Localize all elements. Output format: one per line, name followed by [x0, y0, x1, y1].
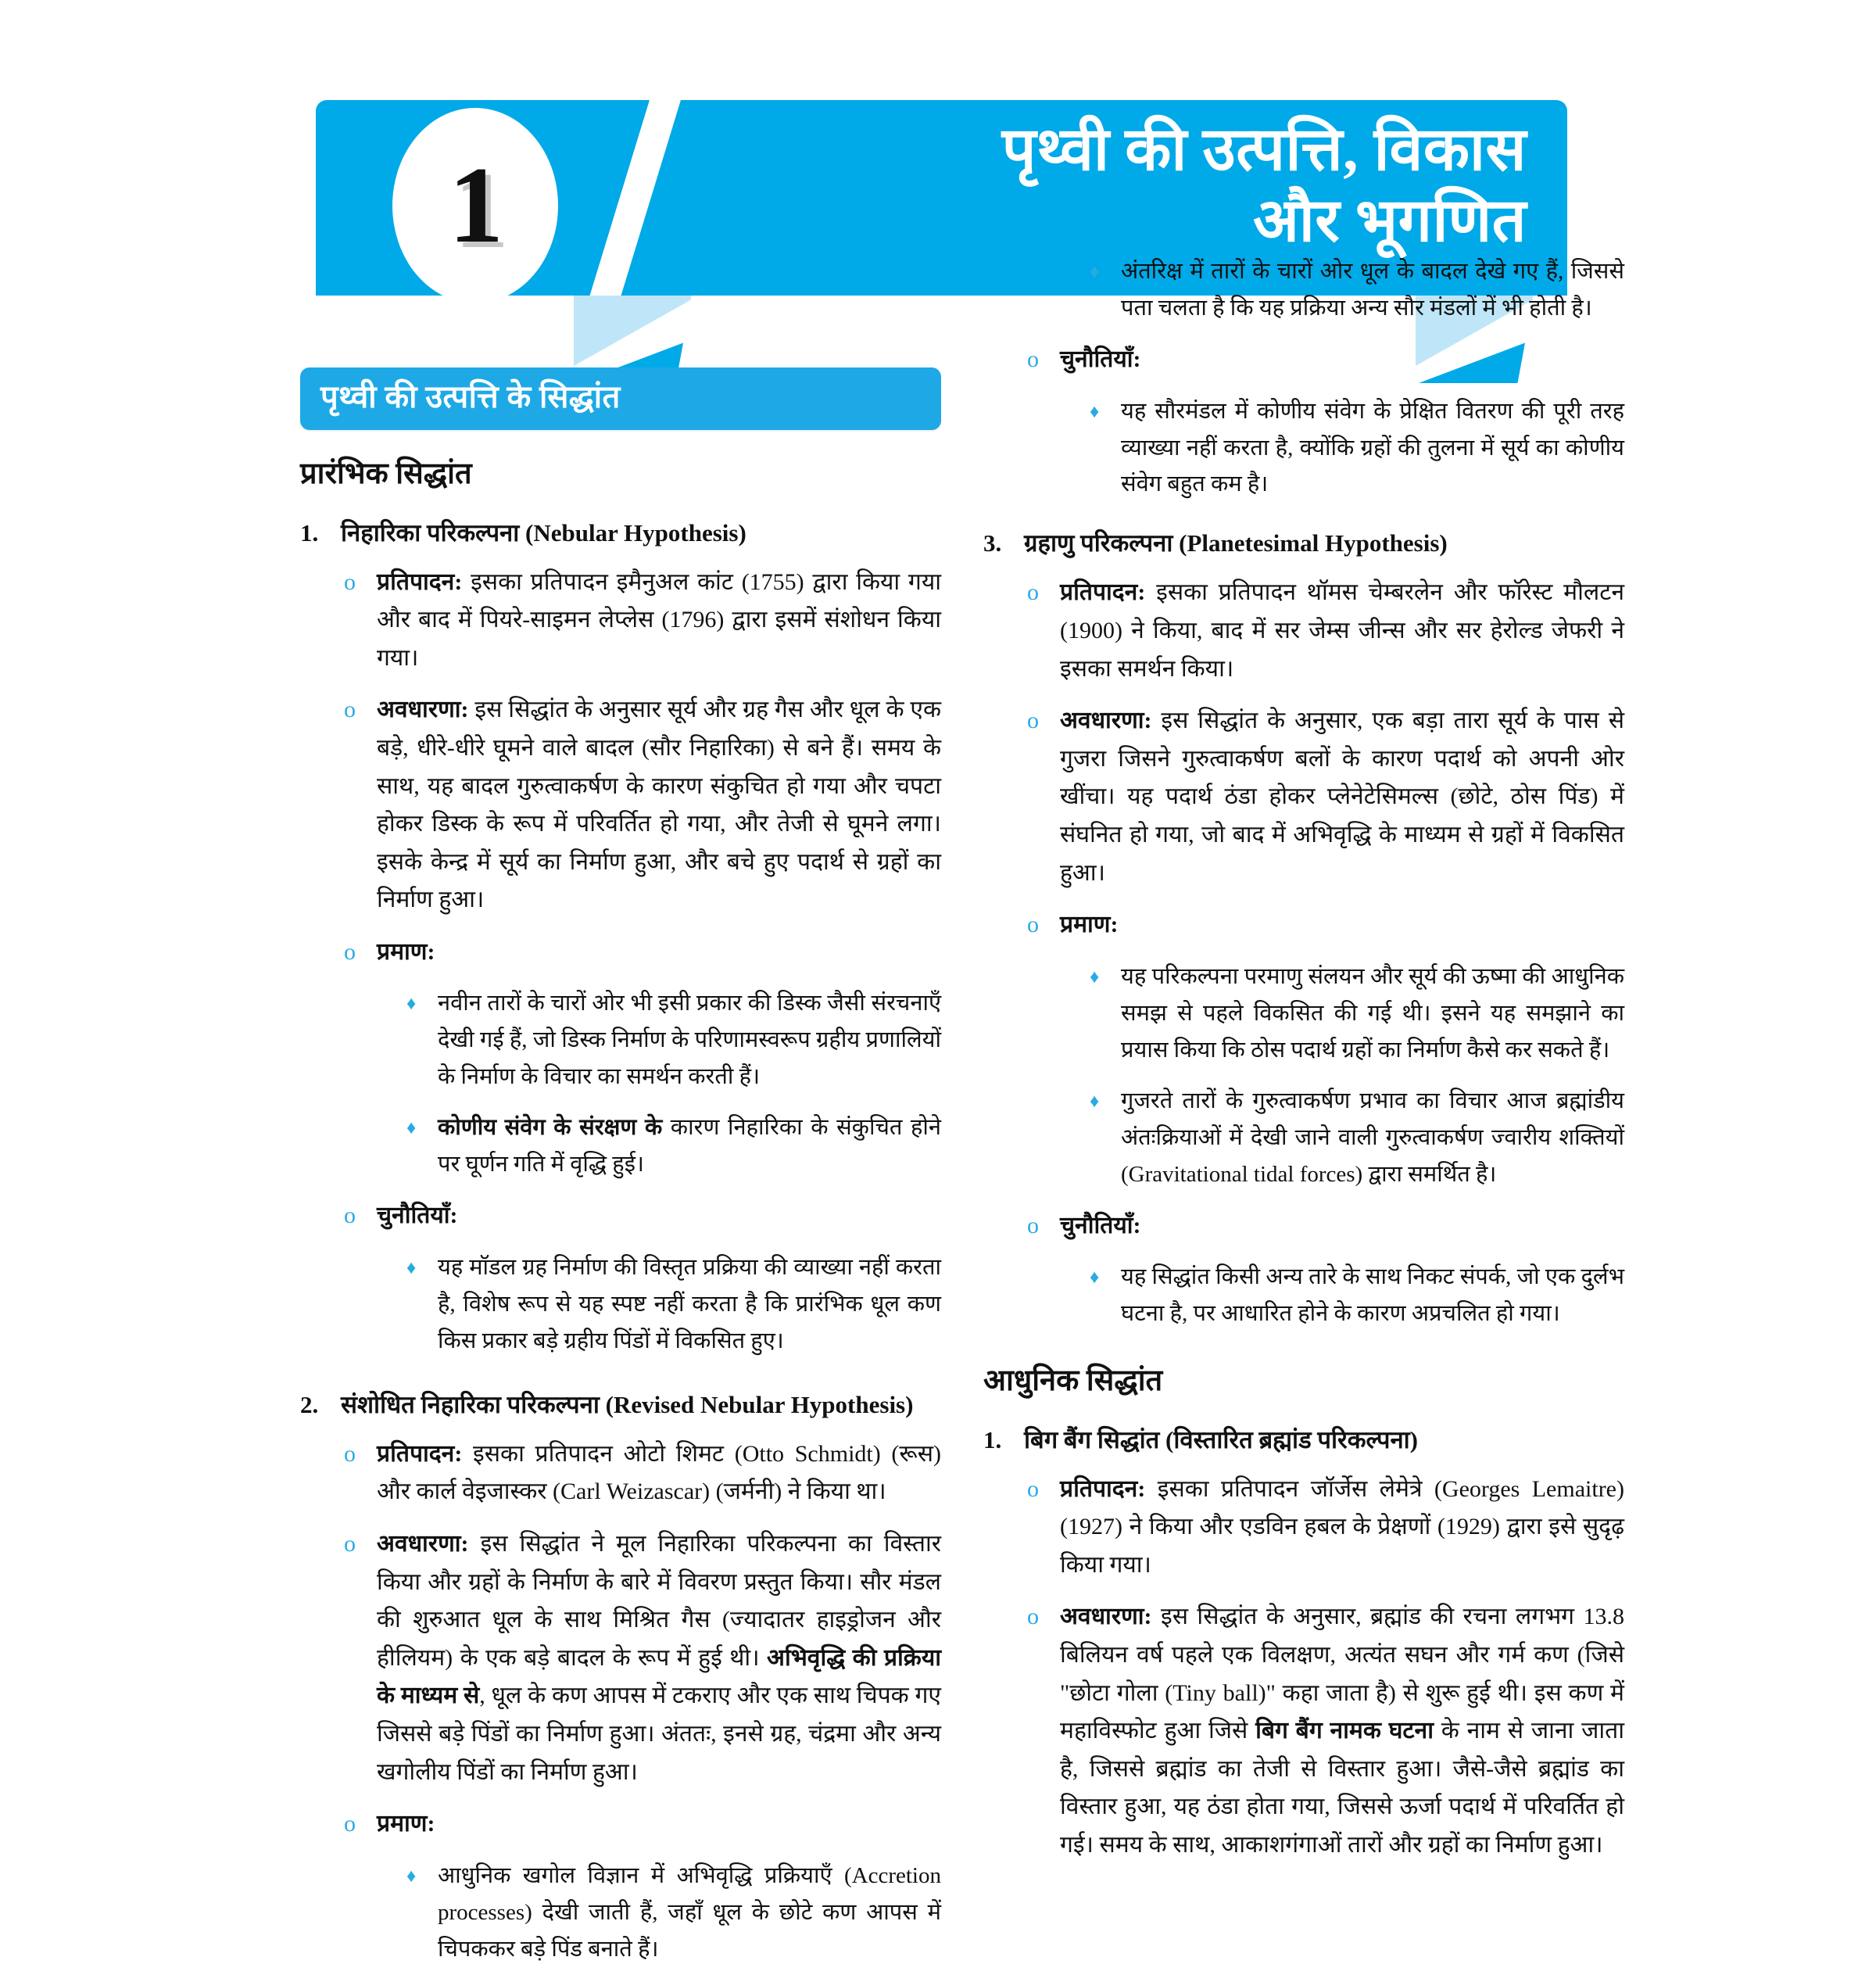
body-text-part1: इस सिद्धांत ने मूल निहारिका परिकल्पना का विस्तार किया और ग्रहों के निर्माण के बारे में विवरण प्रस्तुत किया। सौर मंडल की शुरुआत धूल के साथ मिश्रित गैस (ज्यादातर हाइड्रोजन और हीलियम) के एक बड़े बादल के रूप में हुई थी।	[377, 1530, 941, 1671]
left-column	[300, 367, 941, 1982]
body-columns	[0, 259, 1876, 1962]
bold-label: प्रतिपादन:	[377, 1440, 463, 1467]
level2-text	[377, 691, 941, 919]
body-text: इसका प्रतिपादन ओटो शिमट (Otto Schmidt) (रूस) और कार्ल वेइजास्कर (Carl Weizascar) (जर्मनी) ने किया था।	[377, 1440, 941, 1505]
item-number: 1.	[983, 1425, 1002, 1453]
level2-bullet	[300, 1435, 941, 1511]
numbered-item	[300, 1388, 941, 1423]
left-subheading: प्रारंभिक सिद्धांत	[300, 457, 472, 490]
chapter-title-line-1: पृथ्वी की उत्पत्ति, विकास	[1001, 116, 1527, 183]
level2-text	[1060, 1598, 1624, 1864]
bold-label: प्रमाण:	[1060, 912, 1119, 938]
diamond-bullet-icon: ♦	[406, 994, 417, 1015]
numbered-item	[300, 516, 941, 551]
level2-bullet	[983, 574, 1624, 688]
body-text: इसका प्रतिपादन थॉमस चेम्बरलेन और फॉरेस्ट मौलटन (1900) ने किया, बाद में सर जेम्स जीन्स और सर हेरोल्ड जेफरी ने इसका समर्थन किया।	[1060, 579, 1624, 682]
bold-label: प्रमाण:	[377, 1811, 435, 1837]
level3-text: यह सौरमंडल में कोणीय संवेग के प्रेक्षित वितरण की पूरी तरह व्याख्या नहीं करता है, क्योंकि ग्रहों की तुलना में सूर्य का कोणीय संवेग बहुत कम है।	[1121, 398, 1624, 497]
diamond-bullet-icon: ♦	[1090, 1091, 1100, 1112]
level3-bullet	[300, 1858, 941, 1968]
level3-text: यह परिकल्पना परमाणु संलयन और सूर्य की ऊष्मा की आधुनिक समझ से पहले विकसित की गई थी। इसने यह समझाने का प्रयास किया कि ठोस पदार्थ ग्रहों का निर्माण कैसे कर सकते हैं।	[1121, 963, 1624, 1063]
level2-text	[1060, 906, 1624, 944]
right-subheading-modern: आधुनिक सिद्धांत	[983, 1364, 1163, 1398]
level3-bullet	[300, 985, 941, 1095]
body-text-part1: इस सिद्धांत के अनुसार, ब्रह्मांड की रचना लगभग 13.8 बिलियन वर्ष पहले एक विलक्षण, अत्यंत सघन और गर्म कण (जिसे "छोटा गोला (Tiny ball)" कहा जाता है) से शुरू हुई थी। इस कण में महाविस्फोट हुआ जिसे	[1060, 1604, 1624, 1744]
level2-text	[377, 1805, 941, 1844]
level2-bullet	[300, 691, 941, 919]
bold-label: प्रतिपादन:	[377, 568, 463, 595]
chapter-title-line-2: और भूगणित	[1253, 186, 1527, 254]
level3-bullet	[300, 1249, 941, 1360]
hollow-circle-bullet-icon: o	[1027, 1604, 1039, 1630]
diamond-bullet-icon: ♦	[406, 1118, 417, 1139]
body-text: इस सिद्धांत के अनुसार, एक बड़ा तारा सूर्य के पास से गुजरा जिसने गुरुत्वाकर्षण बलों के कारण पदार्थ को अपनी ओर खींचा। यह पदार्थ ठंडा होकर प्लेनेटेसिमल्स (छोटे, ठोस पिंड) में संघनित हो गया, जो बाद में अभिवृद्धि के माध्यम से ग्रहों में विकसित हुआ।	[1060, 708, 1624, 886]
chapter-number-circle	[392, 108, 558, 303]
hollow-circle-bullet-icon: o	[1027, 579, 1039, 606]
item-number: 2.	[300, 1390, 319, 1418]
level2-bullet	[300, 1197, 941, 1235]
level3-bullet	[983, 253, 1624, 327]
level3-text: नवीन तारों के चारों ओर भी इसी प्रकार की डिस्क जैसी संरचनाएँ देखी गई हैं, जो डिस्क निर्माण के परिणामस्वरूप ग्रहीय प्रणालियों के निर्माण के विचार का समर्थन करती हैं।	[438, 991, 941, 1090]
item-number: 1.	[300, 518, 319, 547]
hollow-circle-bullet-icon: o	[344, 1530, 356, 1557]
bold-label: प्रतिपादन:	[1060, 1475, 1146, 1502]
level3-bullet	[983, 1259, 1624, 1332]
body-text: इसका प्रतिपादन इमैनुअल कांट (1755) द्वारा किया गया और बाद में पियरे-साइमन लेप्लेस (1796) द्वारा इसमें संशोधन किया गया।	[377, 568, 941, 671]
level2-text	[377, 1435, 941, 1511]
body-text: इस सिद्धांत के अनुसार सूर्य और ग्रह गैस और धूल के एक बड़े, धीरे-धीरे घूमने वाले बादल (सौर निहारिका) से बने हैं। समय के साथ, यह बादल गुरुत्वाकर्षण के कारण संकुचित हो गया और चपटा होकर डिस्क के रूप में परिवर्तित हो गया, और तेजी से घूमने लगा। इसके केन्द्र में सूर्य का निर्माण हुआ, और बचे हुए पदार्थ से ग्रहों का निर्माण हुआ।	[377, 697, 941, 913]
level3-text: यह मॉडल ग्रह निर्माण की विस्तृत प्रक्रिया की व्याख्या नहीं करता है, विशेष रूप से यह स्पष्ट नहीं करता है कि प्रारंभिक धूल कण किस प्रकार बड़े ग्रहीय पिंडों में विकसित हुए।	[438, 1254, 941, 1353]
level2-bullet	[300, 1525, 941, 1791]
level2-text	[377, 1525, 941, 1791]
level2-text	[377, 1197, 941, 1235]
level3-bullet	[983, 393, 1624, 504]
diamond-bullet-icon: ♦	[406, 1866, 417, 1887]
item-heading: निहारिका परिकल्पना (Nebular Hypothesis)	[341, 518, 746, 547]
hollow-circle-bullet-icon: o	[1027, 1475, 1039, 1502]
level2-bullet	[983, 341, 1624, 379]
level3-text: आधुनिक खगोल विज्ञान में अभिवृद्धि प्रक्रियाएँ (Accretion processes) देखी जाती हैं, जहाँ धूल के छोटे कण आपस में चिपककर बड़े पिंड बनाते हैं।	[438, 1862, 941, 1962]
level2-text	[1060, 702, 1624, 892]
section-banner-label: पृथ्वी की उत्पत्ति के सिद्धांत	[320, 379, 621, 414]
level2-bullet	[300, 934, 941, 972]
body-text: कारण निहारिका के संकुचित होने पर घूर्णन गति में वृद्धि हुई।	[438, 1115, 941, 1177]
item-heading: बिग बैंग सिद्धांत (विस्तारित ब्रह्मांड परिकल्पना)	[1024, 1425, 1418, 1453]
item-number: 3.	[983, 529, 1002, 557]
diamond-bullet-icon: ♦	[406, 1257, 417, 1278]
hollow-circle-bullet-icon: o	[1027, 346, 1039, 372]
hollow-circle-bullet-icon: o	[344, 568, 356, 595]
level3-text: यह सिद्धांत किसी अन्य तारे के साथ निकट संपर्क, जो एक दुर्लभ घटना है, पर आधारित होने के कारण अप्रचलित हो गया।	[1121, 1264, 1624, 1327]
body-text-part2: के नाम से जाना जाता है, जिससे ब्रह्मांड का तेजी से विस्तार हुआ। जैसे-जैसे ब्रह्मांड का विस्तार हुआ, यह ठंडा होता गया, जिससे ऊर्जा पदार्थ में परिवर्तित हो गई। समय के साथ, आकाशगंगाओं तारों और ग्रहों का निर्माण हुआ।	[1060, 1718, 1625, 1858]
level2-bullet	[300, 564, 941, 678]
level3-bullet	[300, 1109, 941, 1183]
body-text-part2: , धूल के कण आपस में टकराए और एक साथ चिपक गए जिससे बड़े पिंडों का निर्माण हुआ। अंततः, इनसे ग्रह, चंद्रमा और अन्य खगोलीय पिंडों का निर्माण हुआ।	[377, 1683, 941, 1785]
bold-label: अवधारणा:	[1060, 708, 1152, 734]
diamond-bullet-icon: ♦	[1090, 966, 1100, 987]
hollow-circle-bullet-icon: o	[344, 1811, 356, 1837]
level2-text	[377, 564, 941, 678]
level2-text	[1060, 574, 1624, 688]
hollow-circle-bullet-icon: o	[344, 938, 356, 965]
level2-bullet	[983, 702, 1624, 892]
hollow-circle-bullet-icon: o	[1027, 912, 1039, 938]
diamond-bullet-icon: ♦	[1090, 401, 1100, 422]
bold-label: अवधारणा:	[377, 1530, 469, 1557]
section-banner	[300, 367, 941, 430]
chapter-title	[745, 114, 1527, 256]
numbered-item	[983, 526, 1624, 561]
level2-bullet	[983, 1207, 1624, 1245]
bold-label: प्रमाण:	[377, 938, 435, 965]
diamond-bullet-icon: ♦	[1090, 1267, 1100, 1288]
bold-label: चुनौतियाँ:	[377, 1202, 458, 1229]
bold-inline: बिग बैंग नामक घटना	[1255, 1718, 1434, 1744]
hollow-circle-bullet-icon: o	[1027, 708, 1039, 734]
chapter-number: 1	[449, 145, 502, 266]
bold-label: चुनौतियाँ:	[1060, 1212, 1141, 1238]
level3-text	[438, 1109, 941, 1183]
bold-label: प्रतिपादन:	[1060, 579, 1146, 606]
hollow-circle-bullet-icon: o	[344, 1202, 356, 1229]
level3-text: अंतरिक्ष में तारों के चारों ओर धूल के बादल देखे गए हैं, जिससे पता चलता है कि यह प्रक्रिया अन्य सौर मंडलों में भी होती है।	[1121, 259, 1624, 321]
level2-text	[1060, 1207, 1624, 1245]
hollow-circle-bullet-icon: o	[1027, 1212, 1039, 1238]
level2-bullet	[300, 1805, 941, 1844]
item-heading: ग्रहाणु परिकल्पना (Planetesimal Hypothesis)	[1024, 529, 1448, 557]
level3-bullet	[983, 1083, 1624, 1193]
level2-bullet	[983, 1471, 1624, 1585]
hollow-circle-bullet-icon: o	[344, 1440, 356, 1467]
hollow-circle-bullet-icon: o	[344, 697, 356, 723]
level2-bullet	[983, 906, 1624, 944]
numbered-item	[983, 1423, 1624, 1458]
bold-label: अवधारणा:	[1060, 1604, 1152, 1630]
level3-text: गुजरते तारों के गुरुत्वाकर्षण प्रभाव का विचार आज ब्रह्मांडीय अंतःक्रियाओं में देखी जाने वाली गुरुत्वाकर्षण ज्वारीय शक्तियों (Gravitational tidal forces) द्वारा समर्थित है।	[1121, 1088, 1624, 1187]
bold-label: अवधारणा:	[377, 697, 469, 723]
level2-bullet	[983, 1598, 1624, 1864]
body-text: इसका प्रतिपादन जॉर्जेस लेमेत्रे (Georges Lemaitre) (1927) ने किया और एडविन हबल के प्रेक्षणों (1929) द्वारा इसे सुदृढ़ किया गया।	[1060, 1475, 1624, 1578]
bold-label: कोणीय संवेग के संरक्षण के	[438, 1115, 663, 1141]
level2-text	[1060, 1471, 1624, 1585]
level2-text	[1060, 341, 1624, 379]
item-heading: संशोधित निहारिका परिकल्पना (Revised Nebular Hypothesis)	[341, 1390, 914, 1418]
level2-text	[377, 934, 941, 972]
level3-bullet	[983, 959, 1624, 1069]
bold-label: चुनौतियाँ:	[1060, 346, 1141, 372]
diamond-bullet-icon: ♦	[1090, 262, 1100, 282]
right-column	[983, 259, 1625, 1879]
bold-inline: अभिवृद्धि की प्रक्रिया के माध्यम से	[377, 1644, 942, 1709]
